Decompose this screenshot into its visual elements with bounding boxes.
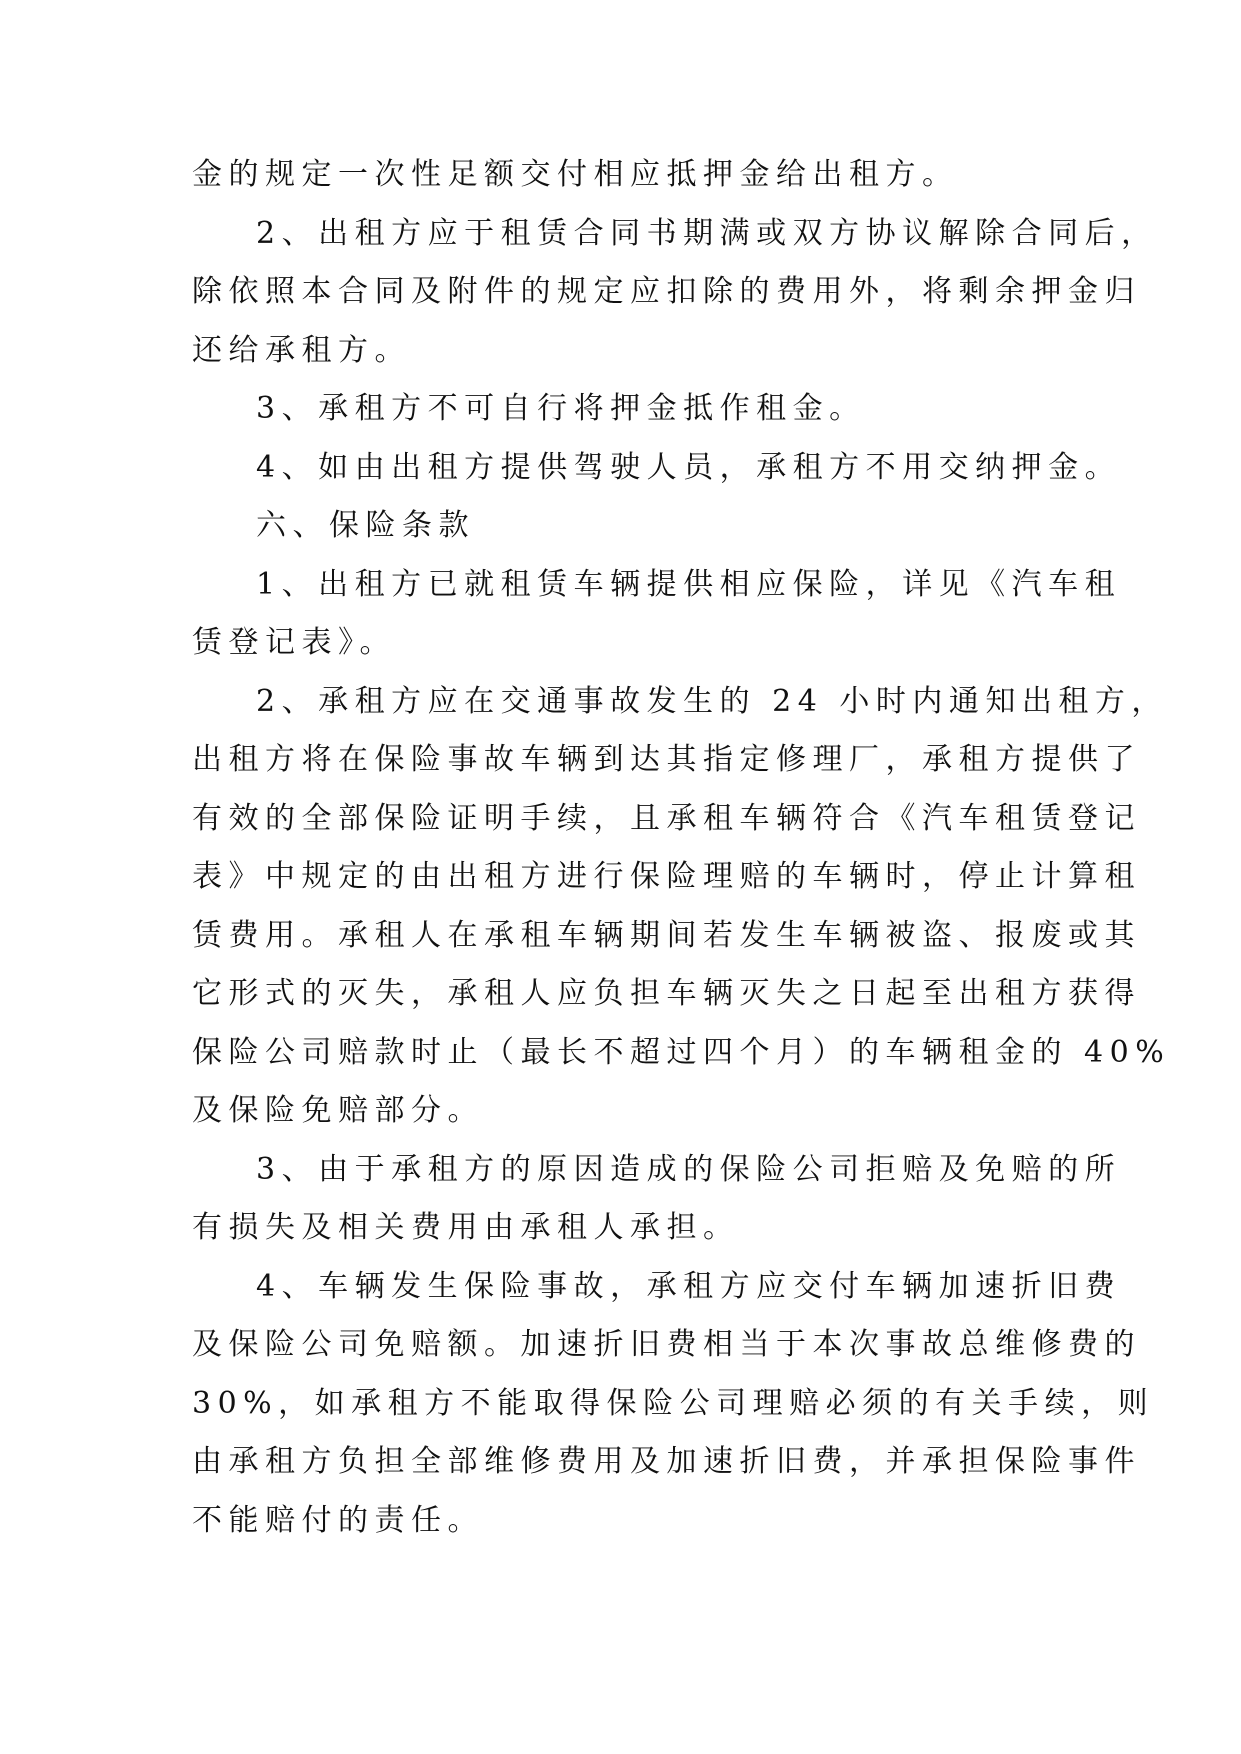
text-line: 由承租方负担全部维修费用及加速折旧费，并承担保险事件 [192,1444,1141,1479]
text-line: 及保险免赔部分。 [192,1093,484,1128]
text-line: 有损失及相关费用由承租人承担。 [192,1210,740,1245]
text-line: 有效的全部保险证明手续，且承租车辆符合《汽车租赁登记 [192,800,1141,836]
section-heading: 六、保险条款 [256,508,475,543]
text-line: 不能赔付的责任。 [192,1502,484,1538]
text-line: 出租方将在保险事故车辆到达其指定修理厂，承租方提供了 [192,742,1141,777]
text-line: 2、出租方应于租赁合同书期满或双方协议解除合同后， [256,215,1158,251]
text-line: 1、出租方已就租赁车辆提供相应保险，详见《汽车租 [256,566,1122,602]
text-line: 除依照本合同及附件的规定应扣除的费用外，将剩余押金归 [192,274,1141,309]
text-line: 2、承租方应在交通事故发生的 24 小时内通知出租方， [256,683,1168,719]
text-line: 赁登记表》。 [192,625,396,660]
text-line: 3、承租方不可自行将押金抵作租金。 [256,391,866,426]
text-line: 表》中规定的由出租方进行保险理赔的车辆时，停止计算租 [192,859,1141,894]
text-line: 赁费用。承租人在承租车辆期间若发生车辆被盗、报废或其 [192,917,1141,953]
text-line: 30%，如承租方不能取得保险公司理赔必须的有关手续，则 [192,1385,1155,1421]
document-page [192,146,1171,1550]
text-line: 还给承租方。 [192,332,411,368]
text-line: 及保险公司免赔额。加速折旧费相当于本次事故总维修费的 [192,1327,1141,1362]
text-line: 保险公司赔款时止（最长不超过四个月）的车辆租金的 40% [192,1034,1171,1070]
text-line: 金的规定一次性足额交付相应抵押金给出租方。 [192,157,959,192]
text-line: 4、车辆发生保险事故，承租方应交付车辆加速折旧费 [256,1268,1122,1304]
text-line: 3、由于承租方的原因造成的保险公司拒赔及免赔的所 [256,1151,1122,1187]
text-line: 4、如由出租方提供驾驶人员，承租方不用交纳押金。 [256,449,1122,485]
text-line: 它形式的灭失，承租人应负担车辆灭失之日起至出租方获得 [192,976,1141,1011]
